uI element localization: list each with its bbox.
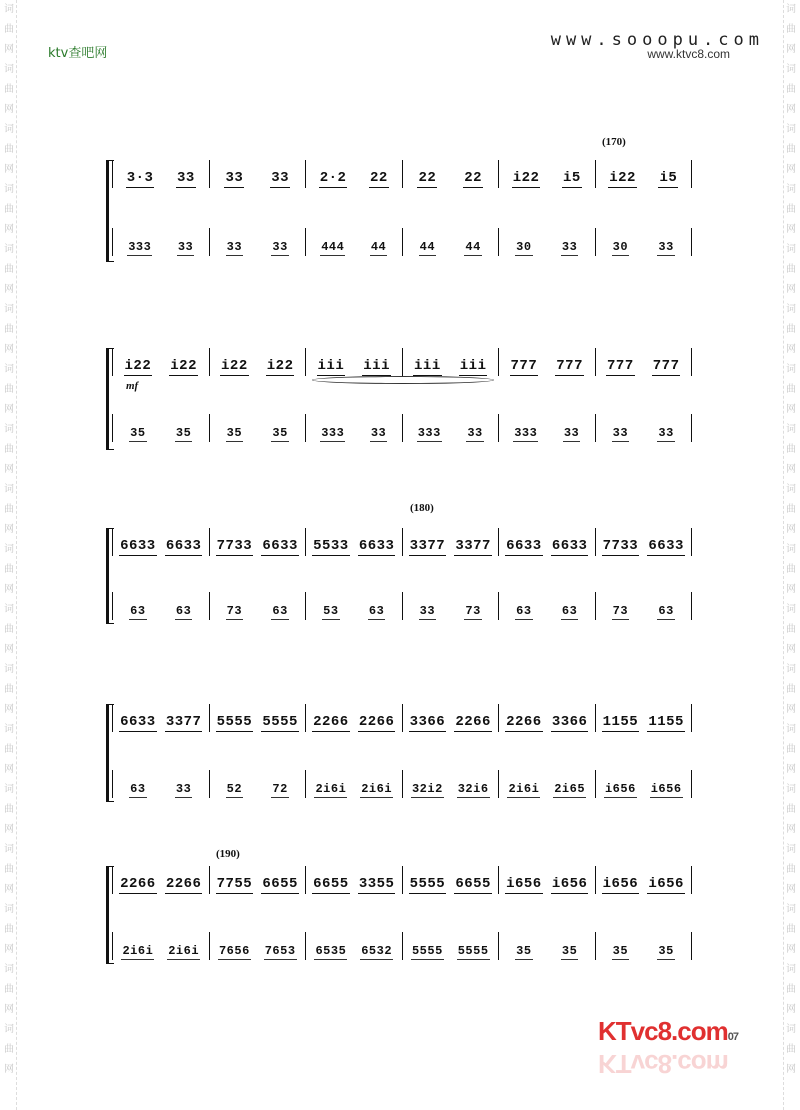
note-group: 5555 [409,876,446,892]
note-group: 32i2 [411,782,443,796]
note-group: 6655 [455,876,491,892]
measure-number-190: (190) [216,848,240,860]
note-group: 30 [516,240,532,254]
measure [305,160,402,188]
score-system-4 [112,696,692,806]
measure [402,932,499,960]
note-group: 5555 [216,714,253,730]
note-group: 7656 [218,944,250,958]
note-group: 2266 [120,876,156,892]
note-group: 333 [321,426,345,440]
note-group: 2266 [358,714,395,730]
note-group: 6655 [262,876,298,892]
measure [209,228,306,256]
note-group: 2·2 [319,170,347,186]
note-group: 35 [516,944,532,958]
note-group: 63 [175,604,192,618]
note-group: 2266 [506,714,542,730]
measure [112,932,209,960]
note-group: 33 [658,240,674,254]
measure [595,592,693,620]
measure [402,592,499,620]
measure [402,866,499,894]
note-group: 33 [658,426,674,440]
note-group: 7653 [264,944,296,958]
measure [595,704,693,732]
measure [402,528,499,556]
note-group: 777 [652,358,680,374]
note-group: 53 [323,604,339,618]
note-group: 6633 [648,538,684,554]
measure [112,770,209,798]
measure [595,348,693,376]
right-watermark-strip: 词曲网词曲网词曲网词曲网词曲网词曲网词曲网词曲网词曲网词曲网词曲网词曲网词曲网词曲网词曲网词曲网词曲网词曲网 [783,0,798,1110]
note-group: 52 [226,782,243,796]
note-group: 2i6i [508,782,540,796]
note-group: i656 [551,876,588,892]
measure [498,414,595,442]
note-group: 22 [418,170,437,186]
measure [112,228,209,256]
measure [209,528,306,556]
measure-number-170: (170) [602,136,626,148]
note-group: 7733 [216,538,253,554]
score-system-1 [112,136,692,260]
note-group: 333 [514,426,538,440]
note-group: 333 [128,240,152,254]
note-group: 6633 [165,538,202,554]
melody-staff [112,348,692,376]
site-url-sub: www.ktvc8.com [647,47,730,61]
measure [112,528,209,556]
measure [498,228,595,256]
note-group: 7755 [216,876,253,892]
note-group: 3355 [358,876,395,892]
note-group: 35 [272,426,288,440]
note-group: 33 [176,170,195,186]
note-group: 63 [658,604,674,618]
measure [402,770,499,798]
measure [112,414,209,442]
accompaniment-staff [112,770,692,798]
measure-number-180: (180) [410,502,434,514]
note-group: 33 [370,426,387,440]
note-group: 3377 [165,714,202,730]
measure [209,414,306,442]
measure [209,866,306,894]
note-group: 5555 [457,944,489,958]
note-group: 6655 [313,876,349,892]
measure [595,414,693,442]
note-group: i22 [266,358,294,374]
note-group: 444 [321,240,345,254]
measure [305,866,402,894]
measure [209,160,306,188]
note-group: 33 [419,604,436,618]
note-group: 33 [177,240,194,254]
measure [595,528,693,556]
measure [209,770,306,798]
note-group: 6633 [551,538,588,554]
note-group: 44 [370,240,387,254]
measure [305,932,402,960]
measure [498,932,595,960]
melody-staff [112,866,692,894]
note-group: 33 [226,240,243,254]
accompaniment-staff [112,932,692,960]
measure [209,704,306,732]
note-group: 5533 [313,538,349,554]
note-group: 2i6i [122,944,154,958]
measure [305,414,402,442]
note-group: 6633 [120,714,156,730]
note-group: 6633 [506,538,542,554]
note-group: 1155 [602,714,639,730]
note-group: 2266 [313,714,349,730]
measure [595,866,693,894]
measure [305,348,402,376]
note-group: 30 [612,240,629,254]
measure [112,592,209,620]
measure [112,704,209,732]
note-group: iii [363,358,390,374]
note-group: 63 [130,782,146,796]
note-group: 7733 [602,538,639,554]
note-group: 6535 [315,944,347,958]
note-group: 33 [563,426,580,440]
left-watermark-strip: 词曲网词曲网词曲网词曲网词曲网词曲网词曲网词曲网词曲网词曲网词曲网词曲网词曲网词曲网词曲网词曲网词曲网词曲网 [2,0,17,1110]
site-url: www.sooopu.com [550,30,764,50]
measure [498,704,595,732]
measure [112,866,209,894]
measure [305,704,402,732]
note-group: i656 [602,876,639,892]
note-group: 63 [130,604,146,618]
note-group: 2i6i [361,782,393,796]
accompaniment-staff [112,592,692,620]
note-group: 72 [272,782,288,796]
note-group: 5555 [262,714,298,730]
note-group: 35 [658,944,674,958]
measure [498,528,595,556]
note-group: 73 [612,604,629,618]
measure [498,160,595,188]
note-group: 33 [225,170,244,186]
note-group: i22 [609,170,636,186]
measure [209,592,306,620]
measure [498,866,595,894]
measure [402,414,499,442]
measure [595,160,693,188]
note-group: 777 [607,358,634,374]
measure [595,228,693,256]
measure [498,770,595,798]
note-group: iii [414,358,441,374]
note-group: i656 [650,782,682,796]
note-group: 6633 [120,538,156,554]
note-group: 3377 [409,538,446,554]
measure [595,932,693,960]
note-group: i656 [506,876,542,892]
note-group: i22 [221,358,248,374]
note-group: 35 [226,426,243,440]
note-group: 63 [272,604,288,618]
accompaniment-staff [112,414,692,442]
note-group: 2i6i [168,944,200,958]
accompaniment-staff [112,228,692,256]
measure [402,160,499,188]
measure [209,932,306,960]
note-group: 777 [556,358,583,374]
note-group: i5 [659,170,678,186]
note-group: 33 [561,240,578,254]
note-group: 32i6 [457,782,489,796]
note-group: 6532 [361,944,393,958]
measure [112,160,209,188]
note-group: i22 [170,358,197,374]
note-group: 2i6i [315,782,347,796]
note-group: 3·3 [126,170,154,186]
measure [305,592,402,620]
measure [305,528,402,556]
note-group: 44 [419,240,436,254]
note-group: 6633 [358,538,395,554]
note-group: 73 [465,604,481,618]
note-group: 35 [561,944,578,958]
site-name-left: ktv查吧网 [48,46,108,61]
measure [595,770,693,798]
note-group: 3366 [409,714,446,730]
note-group: 1155 [648,714,684,730]
note-group: iii [459,358,487,374]
note-group: i22 [124,358,152,374]
note-group: 44 [465,240,481,254]
measure [402,228,499,256]
note-group: 33 [271,170,290,186]
note-group: 33 [612,426,629,440]
melody-staff [112,704,692,732]
note-group: 2266 [165,876,202,892]
measure [305,770,402,798]
score-system-5 [112,848,692,968]
measure [402,704,499,732]
site-logo [598,1016,738,1047]
note-group: iii [317,358,345,374]
note-group: 6633 [262,538,298,554]
measure [498,592,595,620]
score-system-2 [112,340,692,450]
note-group: i22 [512,170,540,186]
note-group: 73 [226,604,243,618]
logo-text: KTvc8.com [598,1016,728,1046]
note-group: 33 [175,782,192,796]
note-group: 5555 [411,944,443,958]
score-system-3 [112,502,692,630]
dynamic-marking: mf [126,380,139,392]
note-group: 35 [175,426,192,440]
note-group: 22 [464,170,483,186]
measure [112,348,209,376]
note-group: 777 [510,358,538,374]
melody-staff [112,160,692,188]
note-group: 63 [561,604,578,618]
note-group: 63 [368,604,385,618]
note-group: 2i65 [554,782,586,796]
note-group: i656 [648,876,684,892]
note-group: 35 [612,944,629,958]
melody-staff [112,528,692,556]
note-group: 63 [516,604,532,618]
measure [209,348,306,376]
note-group: 35 [130,426,146,440]
note-group: 33 [467,426,483,440]
note-group: 2266 [455,714,491,730]
note-group: 3377 [455,538,491,554]
note-group: 33 [272,240,288,254]
note-group: 3366 [551,714,588,730]
page-number: 07 [727,1031,738,1043]
logo-reflection: KTvc8.com [598,1049,728,1079]
note-group: i656 [604,782,636,796]
measure [498,348,595,376]
note-group: 22 [369,170,388,186]
note-group: 333 [417,426,441,440]
note-group: i5 [562,170,581,186]
measure [305,228,402,256]
measure [402,348,499,376]
crescendo-hairpin [312,376,494,384]
